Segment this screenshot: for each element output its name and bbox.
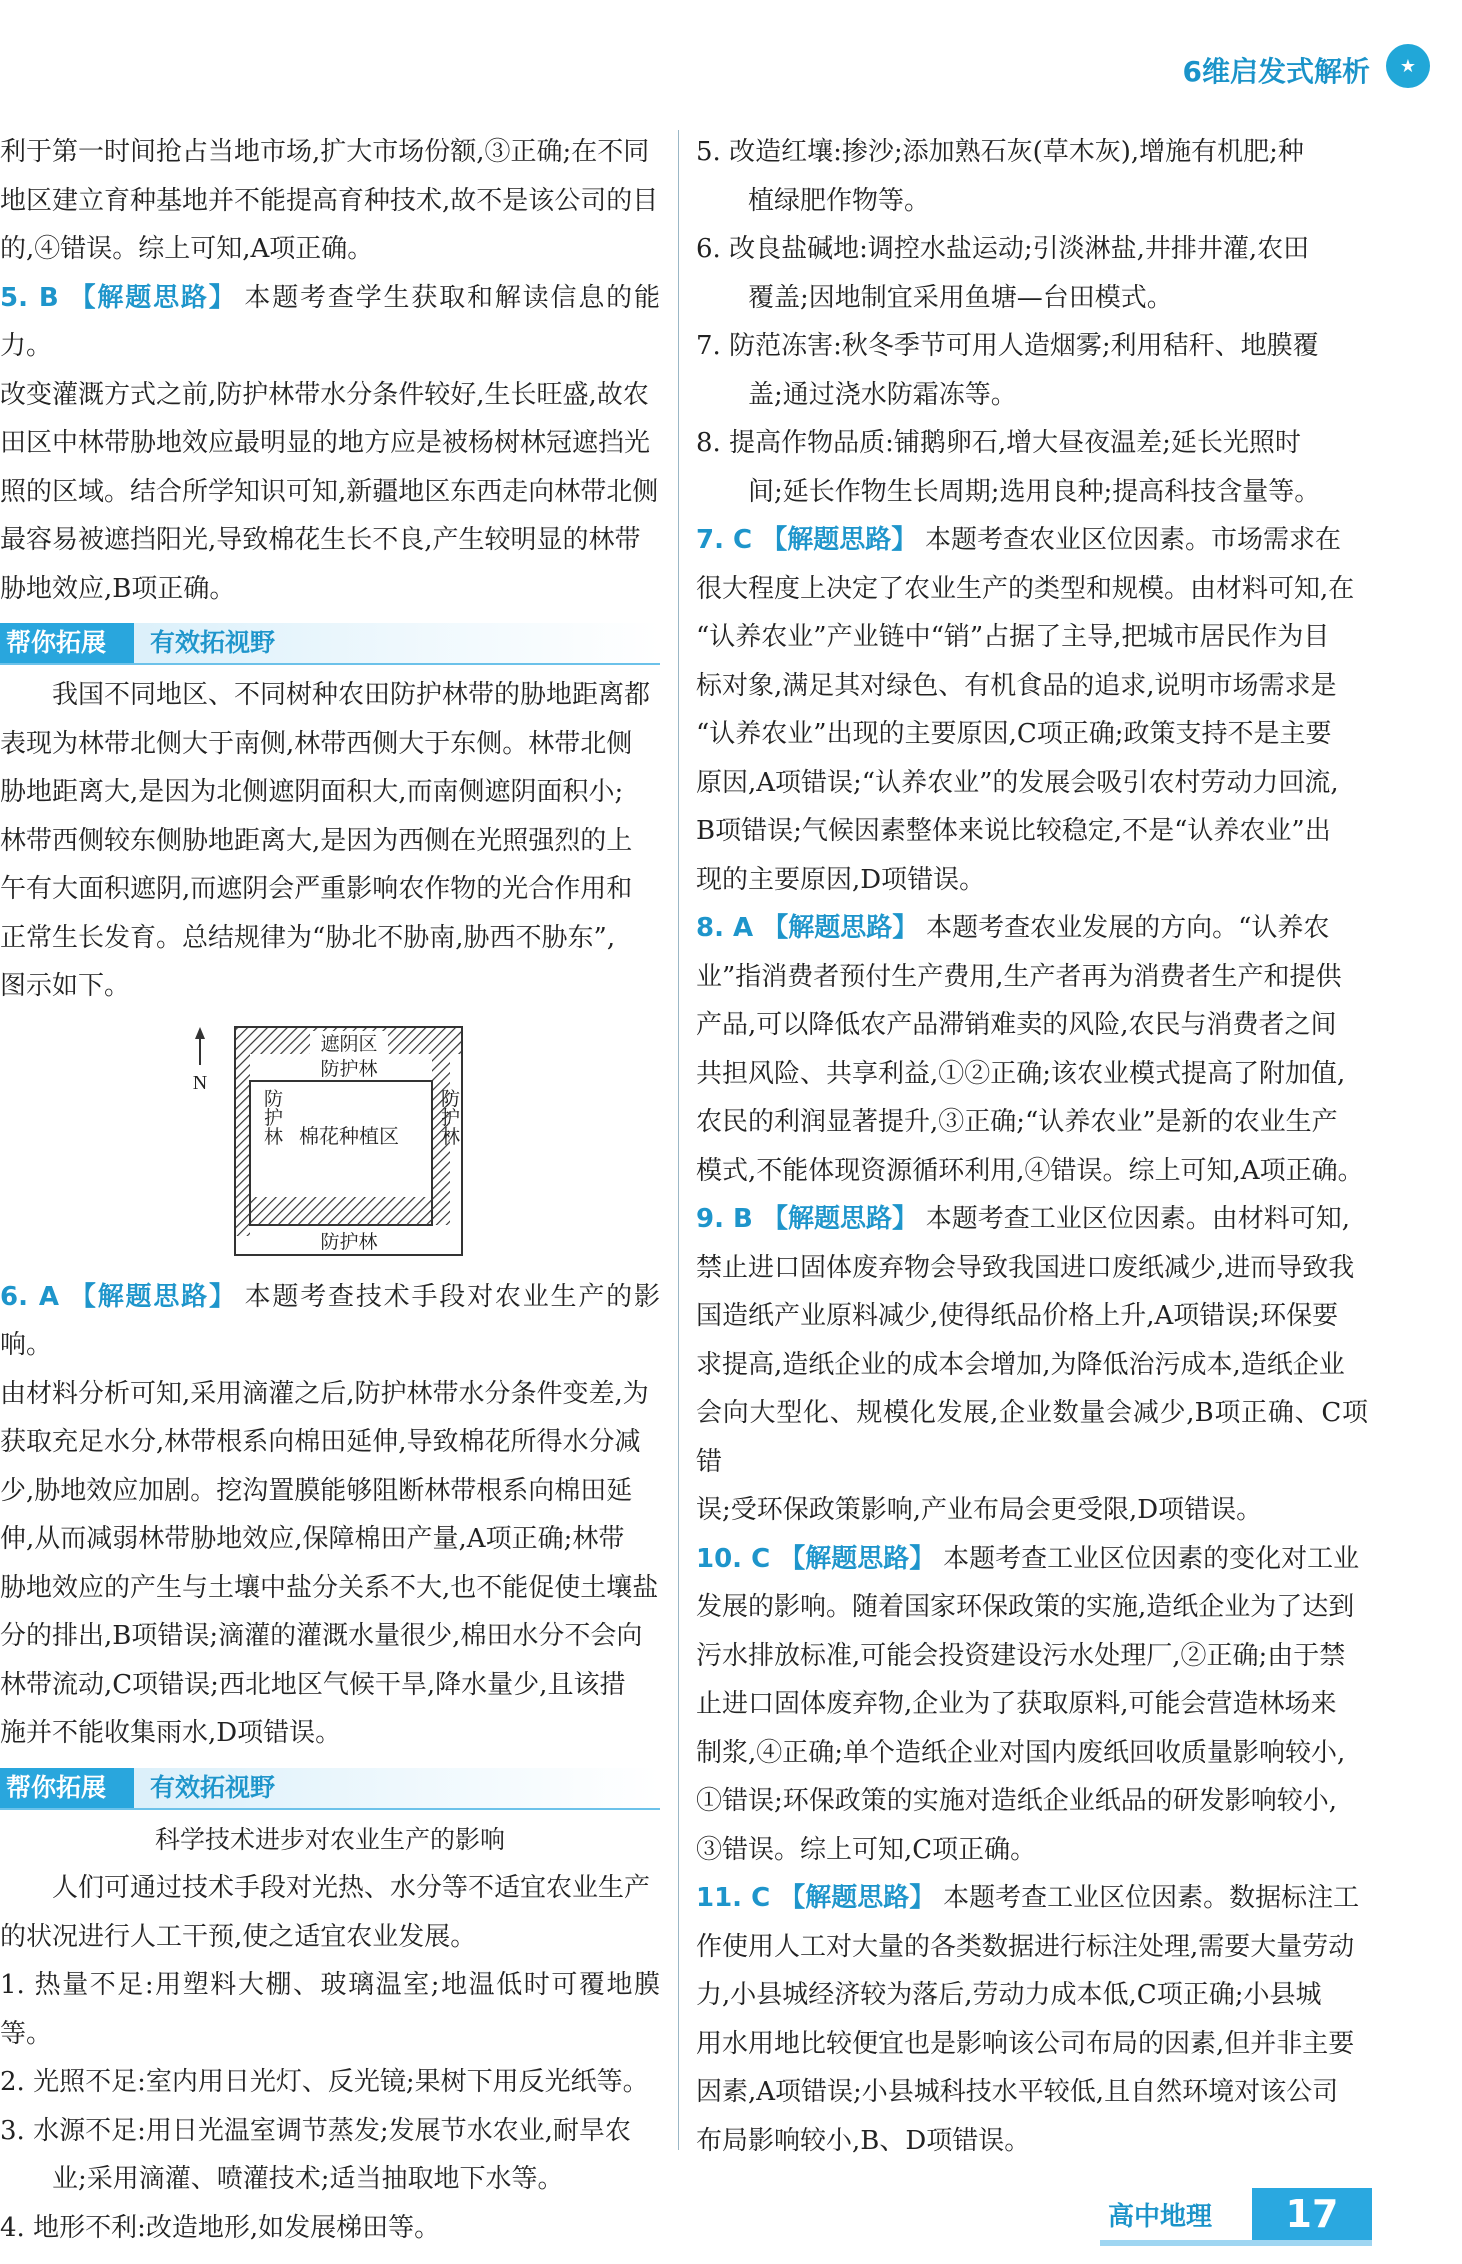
text-line: 产品,可以降低农产品滞销难卖的风险,农民与消费者之间	[696, 1010, 1337, 1040]
list-item: 2. 光照不足:室内用日光灯、反光镜;果树下用反光纸等。	[0, 2067, 649, 2097]
text-line: 业”指消费者预付生产费用,生产者再为消费者生产和提供	[696, 961, 1342, 992]
shade-zone-west	[236, 1054, 250, 1236]
north-label: N	[192, 1071, 208, 1094]
list-item: 6. 改良盐碱地:调控水盐运动;引淡淋盐,井排井灌,农田	[696, 234, 1310, 264]
belt-south-label: 防护林	[320, 1230, 378, 1253]
text-line: 地区建立育种基地并不能提高育种技术,故不是该公司的目	[0, 185, 659, 216]
shade-zone-south-belt	[250, 1197, 432, 1225]
list-item: 8. 提高作物品质:铺鹅卵石,增大昼夜温差;延长光照时	[696, 428, 1301, 458]
text-line: ①错误;环保政策的实施对造纸企业纸品的研发影响较小,	[696, 1786, 1338, 1816]
text-line: 少,胁地效应加剧。挖沟置膜能够阻断林带根系向棉田延	[0, 1475, 633, 1506]
text-line: 伸,从而减弱林带胁地效应,保障棉田产量,A项正确;林带	[0, 1524, 625, 1554]
north-arrowhead-icon	[195, 1027, 205, 1039]
answer-number: 10. C	[696, 1543, 771, 1574]
text-line: 禁止进口固体废弃物会导致我国进口废纸减少,进而导致我	[696, 1252, 1355, 1283]
answer-block-8	[696, 904, 1368, 1195]
text-line: 用水用地比较便宜也是影响该公司布局的因素,但并非主要	[696, 2028, 1355, 2059]
text-line: 现的主要原因,D项错误。	[696, 864, 986, 895]
text-line: 标对象,满足其对绿色、有机食品的追求,说明市场需求是	[696, 670, 1337, 701]
text-line: 本题考查工业区位因素的变化对工业	[943, 1543, 1360, 1574]
text-line: B项错误;气候因素整体来说比较稳定,不是“认养农业”出	[696, 816, 1331, 846]
text-line: 止进口固体废弃物,企业为了获取原料,可能会营造林场来	[696, 1689, 1337, 1719]
column-divider	[678, 130, 679, 2150]
shelterbelt-diagram	[0, 1017, 660, 1267]
banner-label: 帮你拓展	[0, 1768, 134, 1808]
shelterbelt-diagram-svg	[0, 1017, 660, 1267]
text-line: 农民的利润显著提升,③正确;“认养农业”是新的农业生产	[696, 1107, 1338, 1137]
solution-tag: 【解题思路】	[779, 1883, 936, 1913]
text-line: 正常生长发育。总结规律为“胁北不胁南,胁西不胁东”,	[0, 922, 616, 953]
footer-decoration	[1100, 2240, 1372, 2246]
page-number: 17	[1252, 2188, 1372, 2240]
text-line: 获取充足水分,林带根系向棉田延伸,导致棉花所得水分减	[0, 1427, 641, 1457]
list-item: 植绿肥作物等。	[748, 185, 931, 216]
solution-tag: 【解题思路】	[762, 913, 919, 943]
text-line: 共担风险、共享利益,①②正确;该农业模式提高了附加值,	[696, 1058, 1346, 1089]
text-line: 本题考查农业区位因素。市场需求在	[925, 525, 1342, 555]
list-item: 覆盖;因地制宜采用鱼塘—台田模式。	[748, 282, 1173, 313]
answer-number: 9. B	[696, 1204, 753, 1234]
right-column	[696, 128, 1368, 2165]
subject-label: 高中地理	[1108, 2202, 1213, 2232]
answer-block-5	[0, 274, 660, 614]
text-line: 原因,A项错误;“认养农业”的发展会吸引农村劳动力回流,	[696, 767, 1339, 798]
text-line: 林带西侧较东侧胁地距离大,是因为西侧在光照强烈的上	[0, 825, 633, 856]
text-line: 模式,不能体现资源循环利用,④错误。综上可知,A项正确。	[696, 1155, 1364, 1186]
text-line: 力,小县城经济较为落后,劳动力成本低,C项正确;小县城	[696, 1980, 1322, 2010]
page-header	[0, 0, 1462, 120]
text-line: 胁地效应,B项正确。	[0, 573, 236, 604]
list-item: 盖;通过浇水防霜冻等。	[748, 379, 1017, 410]
answer-number: 8. A	[696, 913, 754, 943]
solution-tag: 【解题思路】	[761, 1204, 918, 1234]
text-line: 本题考查技术手段对农业生产的影响。	[0, 1281, 660, 1360]
answer-number: 5. B	[0, 282, 59, 313]
text-line: 人们可通过技术手段对光热、水分等不适宜农业生产	[52, 1873, 651, 1903]
text-line: 午有大面积遮阴,而遮阴会严重影响农作物的光合作用和	[0, 874, 633, 904]
text-line: 利于第一时间抢占当地市场,扩大市场份额,③正确;在不同	[0, 137, 650, 167]
belt-west-label: 防护林	[261, 1088, 283, 1145]
extension-text	[0, 671, 660, 1011]
extension-title: 科学技术进步对农业生产的影响	[154, 1824, 505, 1854]
page-footer	[0, 2180, 1462, 2264]
list-item: 7. 防范冻害:秋冬季节可用人造烟雾;利用秸秆、地膜覆	[696, 331, 1319, 361]
text-line: 因素,A项错误;小县城科技水平较低,且自然环境对该公司	[696, 2077, 1339, 2107]
text-line: 改变灌溉方式之前,防护林带水分条件较好,生长旺盛,故农	[0, 379, 649, 410]
solution-tag: 【解题思路】	[761, 525, 918, 555]
shade-zone-label: 遮阴区	[320, 1032, 378, 1055]
list-item: 1. 热量不足:用塑料大棚、玻璃温室;地温低时可覆地膜等。	[0, 1970, 660, 2049]
answer-block-7	[696, 516, 1368, 904]
text-line: “认养农业”产业链中“销”占据了主导,把城市居民作为目	[696, 622, 1330, 652]
extension-banner	[0, 623, 660, 665]
text-line: ③错误。综上可知,C项正确。	[696, 1834, 1037, 1865]
text-line: 林带流动,C项错误;西北地区气候干旱,降水量少,且该措	[0, 1669, 626, 1700]
extension-banner	[0, 1768, 660, 1810]
answer-block-10	[696, 1535, 1368, 1875]
solution-tag: 【解题思路】	[67, 282, 237, 313]
text-line: 的状况进行人工干预,使之适宜农业发展。	[0, 1921, 477, 1952]
cotton-area-label: 棉花种植区	[299, 1123, 399, 1148]
text-line: 本题考查学生获取和解读信息的能力。	[0, 282, 660, 361]
text-line: 污水排放标准,可能会投资建设污水处理厂,②正确;由于禁	[696, 1640, 1346, 1671]
answer-number: 11. C	[696, 1883, 771, 1913]
belt-north-label: 防护林	[320, 1057, 378, 1080]
text-line: 很大程度上决定了农业生产的类型和规模。由材料可知,在	[696, 573, 1355, 604]
cotton-area-bg	[296, 1103, 422, 1195]
list-item: 3. 水源不足:用日光温室调节蒸发;发展节水农业,耐旱农	[0, 2115, 631, 2146]
text-line: 图示如下。	[0, 971, 131, 1001]
text-line: 布局影响较小,B、D项错误。	[696, 2125, 1031, 2156]
answer-block-6	[0, 1273, 660, 1758]
text-line: 胁地效应的产生与土壤中盐分关系不大,也不能促使土壤盐	[0, 1572, 659, 1603]
book-series-title: 6维启发式解析	[1182, 55, 1370, 88]
list-item: 业;采用滴灌、喷灌技术;适当抽取地下水等。	[52, 2164, 564, 2194]
list-item: 5. 改造红壤:掺沙;添加熟石灰(草木灰),增施有机肥;种	[696, 137, 1304, 167]
answer-number: 6. A	[0, 1281, 59, 1312]
solution-tag: 【解题思路】	[68, 1281, 237, 1312]
text-line: “认养农业”出现的主要原因,C项正确;政策支持不是主要	[696, 719, 1332, 749]
text-line: 胁地距离大,是因为北侧遮阴面积大,而南侧遮阴面积小;	[0, 777, 624, 807]
text-line: 本题考查农业发展的方向。“认养农	[926, 913, 1330, 943]
text-line: 会向大型化、规模化发展,企业数量会减少,B项正确、C项错	[696, 1398, 1368, 1477]
text-line: 本题考查工业区位因素。数据标注工	[943, 1883, 1360, 1913]
text-line: 误;受环保政策影响,产业布局会更受限,D项错误。	[696, 1495, 1263, 1525]
belt-east-label: 防护林	[438, 1088, 460, 1145]
text-line: 照的区域。结合所学知识可知,新疆地区东西走向林带北侧	[0, 476, 659, 507]
text-line: 田区中林带胁地效应最明显的地方应是被杨树林冠遮挡光	[0, 428, 651, 458]
solution-tag: 【解题思路】	[779, 1543, 936, 1574]
text-line: 求提高,造纸企业的成本会增加,为降低治污成本,造纸企业	[696, 1349, 1345, 1380]
list-item: 4. 地形不利:改造地形,如发展梯田等。	[0, 2212, 441, 2243]
banner-label: 帮你拓展	[0, 623, 134, 663]
answer-block-9	[696, 1195, 1368, 1535]
text-line: 最容易被遮挡阳光,导致棉花生长不良,产生较明显的林带	[0, 525, 641, 555]
text-line: 国造纸产业原料减少,使得纸品价格上升,A项错误;环保要	[696, 1301, 1339, 1331]
banner-subtitle: 有效拓视野	[150, 1772, 276, 1802]
text-line: 表现为林带北侧大于南侧,林带西侧大于东侧。林带北侧	[0, 728, 633, 759]
banner-subtitle: 有效拓视野	[150, 628, 276, 657]
left-column	[0, 128, 660, 2252]
list-item: 间;延长作物生长周期;选用良种;提高科技含量等。	[748, 476, 1321, 507]
text-line: 由材料分析可知,采用滴灌之后,防护林带水分条件变差,为	[0, 1378, 649, 1409]
text-line: 发展的影响。随着国家环保政策的实施,造纸企业为了达到	[696, 1592, 1355, 1622]
extension-list-continued	[696, 128, 1368, 516]
text-line: 制浆,④正确;单个造纸企业对国内废纸回收质量影响较小,	[696, 1737, 1346, 1768]
answer-block-11	[696, 1874, 1368, 2165]
series-badge-icon: ★	[1386, 44, 1430, 88]
answer-number: 7. C	[696, 525, 753, 555]
text-line: 施并不能收集雨水,D项错误。	[0, 1718, 342, 1748]
text-line: 作使用人工对大量的各类数据进行标注处理,需要大量劳动	[696, 1931, 1355, 1962]
text-line: 本题考查工业区位因素。由材料可知,	[925, 1204, 1351, 1234]
text-line: 我国不同地区、不同树种农田防护林带的胁地距离都	[52, 680, 651, 710]
text-line: 分的排出,B项错误;滴灌的灌溉水量很少,棉田水分不会向	[0, 1621, 643, 1651]
text-line: 的,④错误。综上可知,A项正确。	[0, 234, 374, 264]
